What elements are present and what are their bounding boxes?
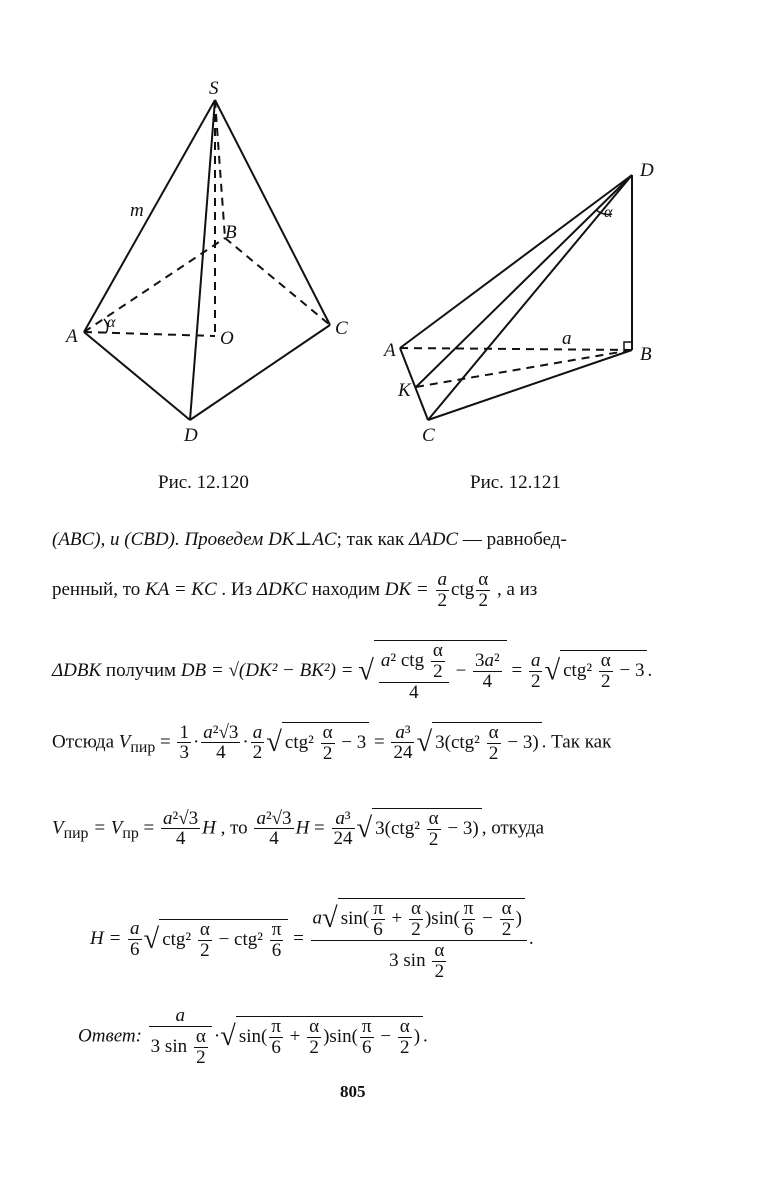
edge-AD [84, 332, 190, 420]
frac-a-2: $\frac{a}{2}$ [437, 569, 447, 611]
text-l1-c: ; так как [336, 529, 409, 550]
db-radical: a² ctg $\frac{\alpha}{2}$ 4 − $\frac{\text{3a²}}{4}$ [374, 640, 507, 703]
text-l4-b: V [118, 731, 131, 753]
text-l4-c: пир [130, 739, 156, 757]
side-label-a: a [562, 328, 572, 349]
text-l2-b: KA = KC [145, 578, 217, 600]
text-line-4: Отсюда $V_{пир}$ = $\frac{1}{3}$ · $\frac{\text{a²√3}}{4}$ · $\frac{a}{2}$ √ ctg² $\frac{\alpha}{2}$ − 3 = $\frac{\text{a³}}{24}$ √ 3(ctg² $\frac{\alpha}{2}$ − 3) . Так как [52, 721, 612, 764]
figure-12-121 [400, 175, 632, 420]
figure-12-120 [84, 100, 330, 420]
point-label-A2: A [384, 340, 396, 361]
text-l3-b: получим [101, 659, 181, 681]
text-l5-b: пир [63, 825, 89, 843]
figure-caption-2: Рис. 12.121 [470, 472, 561, 493]
point-label-S: S [209, 78, 219, 99]
segment-AO [84, 332, 215, 336]
edge-DC [428, 175, 632, 420]
text-line-3: ΔDBK получим DB = √(DK² − BK²) = √ a² ctg $\frac{\alpha}{2}$ 4 − $\frac{\text{3a²}}{4}$ = $\frac{a}{2}$ √ ctg² $\frac{\alpha}{2}$ − 3 . [52, 640, 653, 703]
text-l5-e: , то [215, 817, 253, 839]
point-label-A: A [66, 326, 78, 347]
text-l1-b: DK⊥AC [268, 529, 337, 550]
point-label-B2: B [640, 344, 652, 365]
point-label-K: K [398, 380, 411, 401]
text-l3-a: ΔDBK [52, 659, 102, 681]
figures-canvas [0, 0, 763, 500]
answer-label: Ответ: [78, 1025, 142, 1047]
right-angle-B [624, 342, 632, 350]
text-l3-d: . [647, 659, 653, 681]
text-l5-c: = V [88, 817, 123, 839]
point-label-D: D [184, 425, 198, 446]
text-l4-a: Отсюда [52, 731, 119, 753]
angle-label-alpha-1: α [107, 314, 116, 331]
frac-alpha-2: $\frac{\alpha}{2}$ [478, 569, 489, 611]
edge-DA [400, 175, 632, 348]
text-l2-g: ctg [451, 578, 475, 600]
point-label-D2: D [640, 160, 654, 181]
edge-label-m: m [130, 200, 144, 221]
text-l2-c: . Из [216, 578, 257, 600]
text-l1-e: — равнобед- [458, 529, 567, 550]
edge-SC [215, 100, 330, 325]
text-l5-a: V [52, 817, 64, 839]
text-l2-f: DK = [384, 578, 429, 600]
text-l2-e: находим [307, 578, 385, 600]
edge-SA [84, 100, 215, 332]
text-l6-b: . [528, 928, 534, 950]
text-line-1 [52, 528, 567, 551]
text-l1-a: (ABC), и (CBD). Проведем [52, 529, 269, 550]
edge-CD [190, 325, 330, 420]
text-l2-h: , а из [492, 578, 538, 600]
figure-caption-1: Рис. 12.120 [158, 472, 249, 493]
text-l4-d: . Так как [541, 731, 612, 753]
text-line-7: Ответ: a 3 sin $\frac{\alpha}{2}$ ·√ sin( $\frac{\pi}{6}$ + $\frac{\alpha}{2}$ )sin( $\frac{\pi}{6}$ − $\frac{\alpha}{2}$ ) . [78, 1005, 428, 1068]
text-line-6: H = $\frac{a}{6}$ √ ctg² $\frac{\alpha}{2}$ − ctg² $\frac{\pi}{6}$ = a√ sin( $\frac{\pi}{6}$ + $\frac{\alpha}{2}$ )sin( $\frac{\pi}{6}$ − $\frac{\alpha}{2}$ ) 3 sin $\frac{\alpha}{2}$ . [90, 898, 534, 982]
text-l3-c: DB = √(DK² − BK²) = [180, 659, 354, 681]
edge-AB [84, 238, 225, 332]
edge-CB [428, 350, 632, 420]
edge-BC [225, 238, 330, 325]
text-l2-a: ренный, то [52, 578, 146, 600]
angle-label-alpha-2: α [604, 204, 613, 221]
text-l7-b: . [423, 1025, 428, 1047]
text-line-2 [52, 570, 537, 611]
text-l5-f: , откуда [481, 817, 545, 839]
text-l2-d: ΔDKC [256, 578, 308, 600]
text-l6-a: H = [90, 928, 122, 950]
point-label-C: C [335, 318, 348, 339]
point-label-O: O [220, 328, 234, 349]
edge-AB [400, 348, 632, 350]
text-l5-d: пр [122, 825, 139, 843]
point-label-B: B [225, 222, 237, 243]
edge-SB [215, 100, 225, 238]
point-label-C2: C [422, 425, 435, 446]
text-l1-d: ΔADC [408, 529, 459, 550]
page-number: 805 [340, 1082, 366, 1101]
text-line-5: $V_{пир} = V_{пр}$ = $\frac{\text{a²√3}}{4}$ H , то $\frac{\text{a²√3}}{4}$ H = $\frac{\text{a³}}{24}$ √ 3(ctg² $\frac{\alpha}{2}$ − 3) , откуда [52, 807, 545, 850]
